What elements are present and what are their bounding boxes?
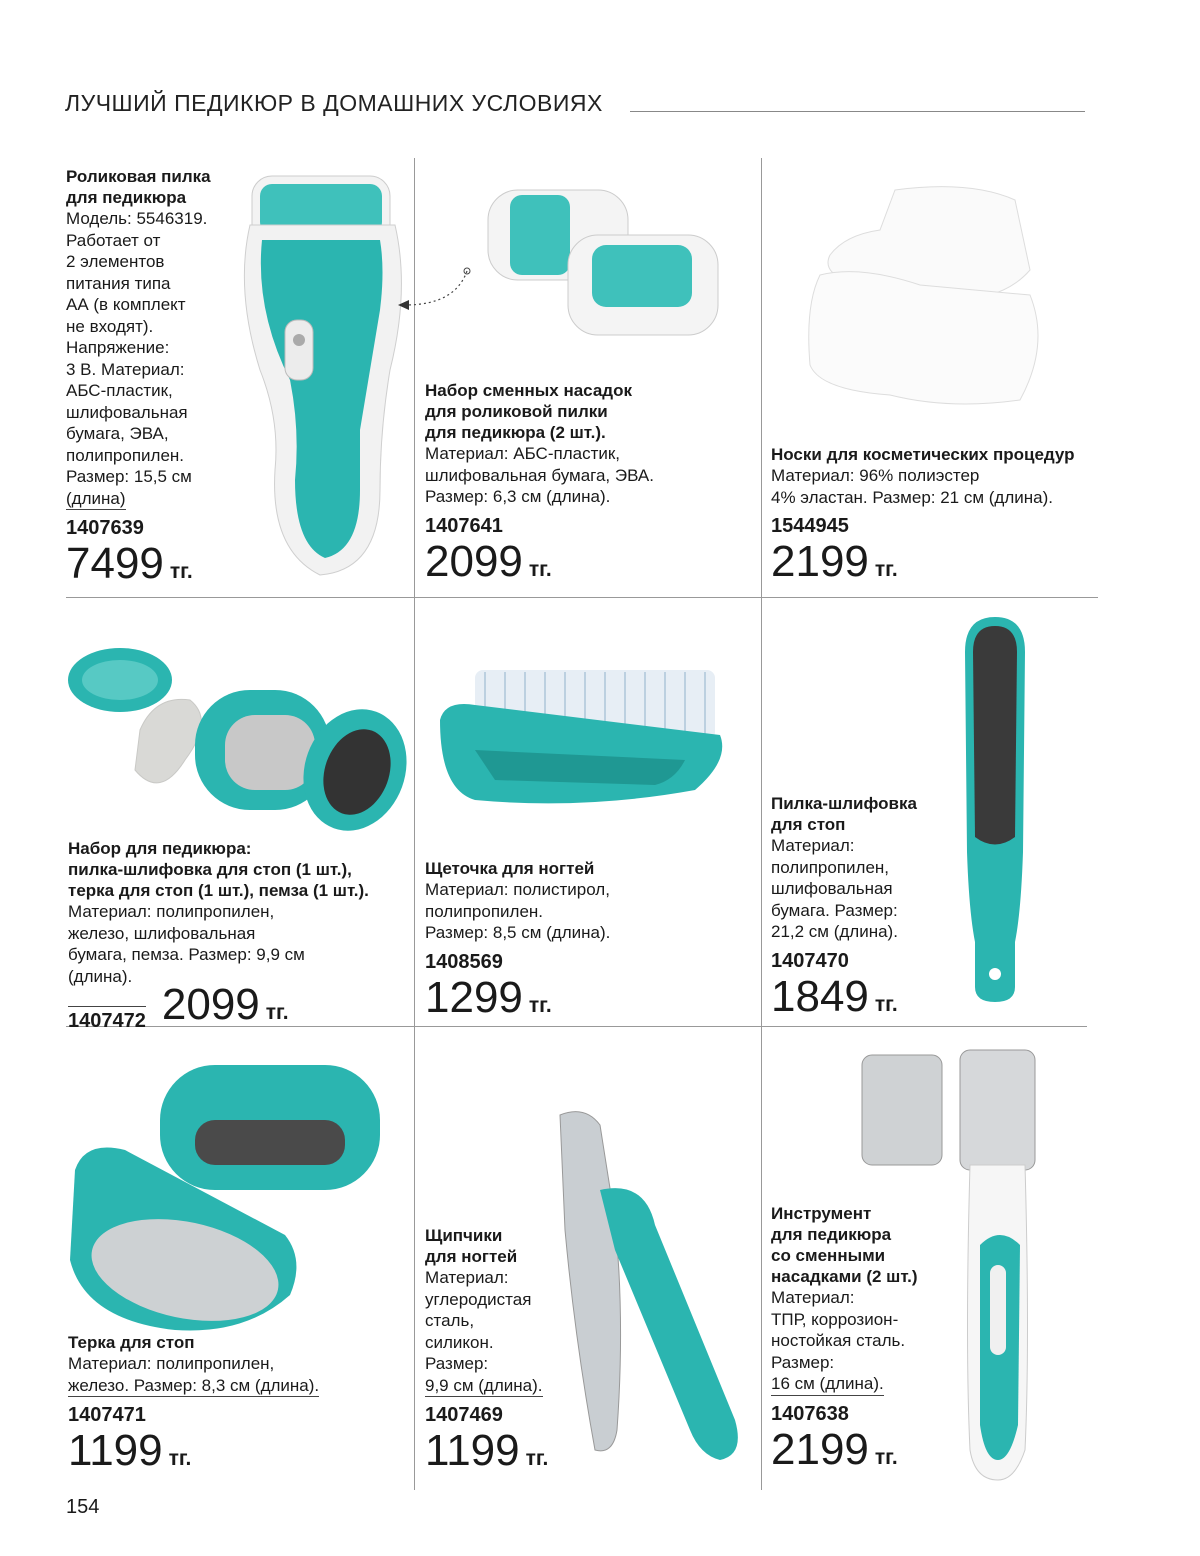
product-price: 2199 тг. xyxy=(771,537,898,586)
product-card xyxy=(771,793,951,1027)
product-title: Терка для стоп xyxy=(68,1333,195,1352)
product-title: Набор сменных насадок для роликовой пилки для педикюра (2 шт.). xyxy=(425,381,632,442)
grid-divider xyxy=(66,597,1098,598)
product-card xyxy=(425,858,755,1028)
product-card xyxy=(425,380,755,592)
product-title: Пилка-шлифовка для стоп xyxy=(771,794,917,834)
page-number: 154 xyxy=(66,1496,100,1518)
product-card xyxy=(68,838,413,1033)
product-description: Материал: полипропилен, железо, шлифовальная бумага, пемза. Размер: 9,9 см (длина). xyxy=(68,902,305,986)
pointer-arrow-icon xyxy=(395,265,475,315)
page-title: ЛУЧШИЙ ПЕДИКЮР В ДОМАШНИХ УСЛОВИЯХ xyxy=(65,90,603,116)
product-code: 1407470 xyxy=(771,949,849,972)
product-code: 1408569 xyxy=(425,950,503,973)
product-price: 2199 тг. xyxy=(771,1424,898,1474)
product-title: Щеточка для ногтей xyxy=(425,859,595,878)
product-price: 2099 тг. xyxy=(161,980,289,1029)
replacement-rollers-image xyxy=(480,180,720,340)
product-code: 1544945 xyxy=(771,515,849,537)
product-title: Щипчики для ногтей xyxy=(425,1226,518,1266)
product-card xyxy=(66,166,266,594)
pedicure-set-image xyxy=(65,640,410,835)
product-description: Материал: АБС-пластик, шлифовальная бумага, ЭВА. Размер: 6,3 см (длина). xyxy=(425,444,654,506)
grid-divider xyxy=(761,158,762,1490)
foot-file-image xyxy=(955,612,1035,1007)
product-price: 2099 тг. xyxy=(425,536,552,586)
product-description: Материал: ТПР, коррозион- ностойкая сталь. Размер: 16 см (длина). xyxy=(771,1287,951,1396)
product-title: Набор для педикюра: пилка-шлифовка для стоп (1 шт.), терка для стоп (1 шт.), пемза (1 шт.). xyxy=(68,839,369,900)
product-card xyxy=(771,1203,951,1480)
product-card xyxy=(68,1332,408,1481)
product-code: 1407639 xyxy=(66,517,144,539)
product-price: 1299 тг. xyxy=(425,972,552,1022)
grid-divider xyxy=(414,158,415,1490)
product-code: 1407472 xyxy=(68,1006,146,1033)
product-price: 1199 тг. xyxy=(425,1426,549,1475)
product-description: Материал: полипропилен, железо. Размер: 8,3 см (длина). xyxy=(68,1353,408,1397)
product-description: Модель: 5546319. Работает от 2 элементов питания типа АА (в комплект не входят). Напряжение: 3 В. Материал: АБС-пластик, шлифовальная бумага, ЭВА, полипропилен. Размер: 15,5 см (длина) xyxy=(66,208,266,510)
nail-brush-image xyxy=(435,660,735,815)
product-description: Материал: полистирол, полипропилен. Размер: 8,5 см (длина). xyxy=(425,880,611,942)
socks-image xyxy=(800,175,1060,415)
product-code: 1407638 xyxy=(771,1402,849,1425)
foot-grater-image xyxy=(65,1060,385,1340)
product-code: 1407641 xyxy=(425,514,503,537)
product-price: 1199 тг. xyxy=(68,1426,192,1475)
product-title: Роликовая пилка для педикюра xyxy=(66,167,211,207)
product-card xyxy=(771,444,1131,592)
product-price: 7499 тг. xyxy=(66,539,193,588)
nail-clippers-image xyxy=(545,1100,750,1480)
product-description: Материал: полипропилен, шлифовальная бумага. Размер: 21,2 см (длина). xyxy=(771,836,898,941)
product-code: 1407471 xyxy=(68,1404,146,1426)
product-description: Материал: углеродистая сталь, силикон. Размер: 9,9 см (длина). xyxy=(425,1267,575,1397)
product-price: 1849 тг. xyxy=(771,971,898,1021)
product-card xyxy=(425,1225,575,1481)
product-code: 1407469 xyxy=(425,1404,503,1426)
product-title: Носки для косметических процедур xyxy=(771,445,1075,464)
header-rule xyxy=(630,111,1085,112)
product-title: Инструмент для педикюра со сменными насадками (2 шт.) xyxy=(771,1204,918,1286)
product-description: Материал: 96% полиэстер 4% эластан. Размер: 21 см (длина). xyxy=(771,466,1053,507)
